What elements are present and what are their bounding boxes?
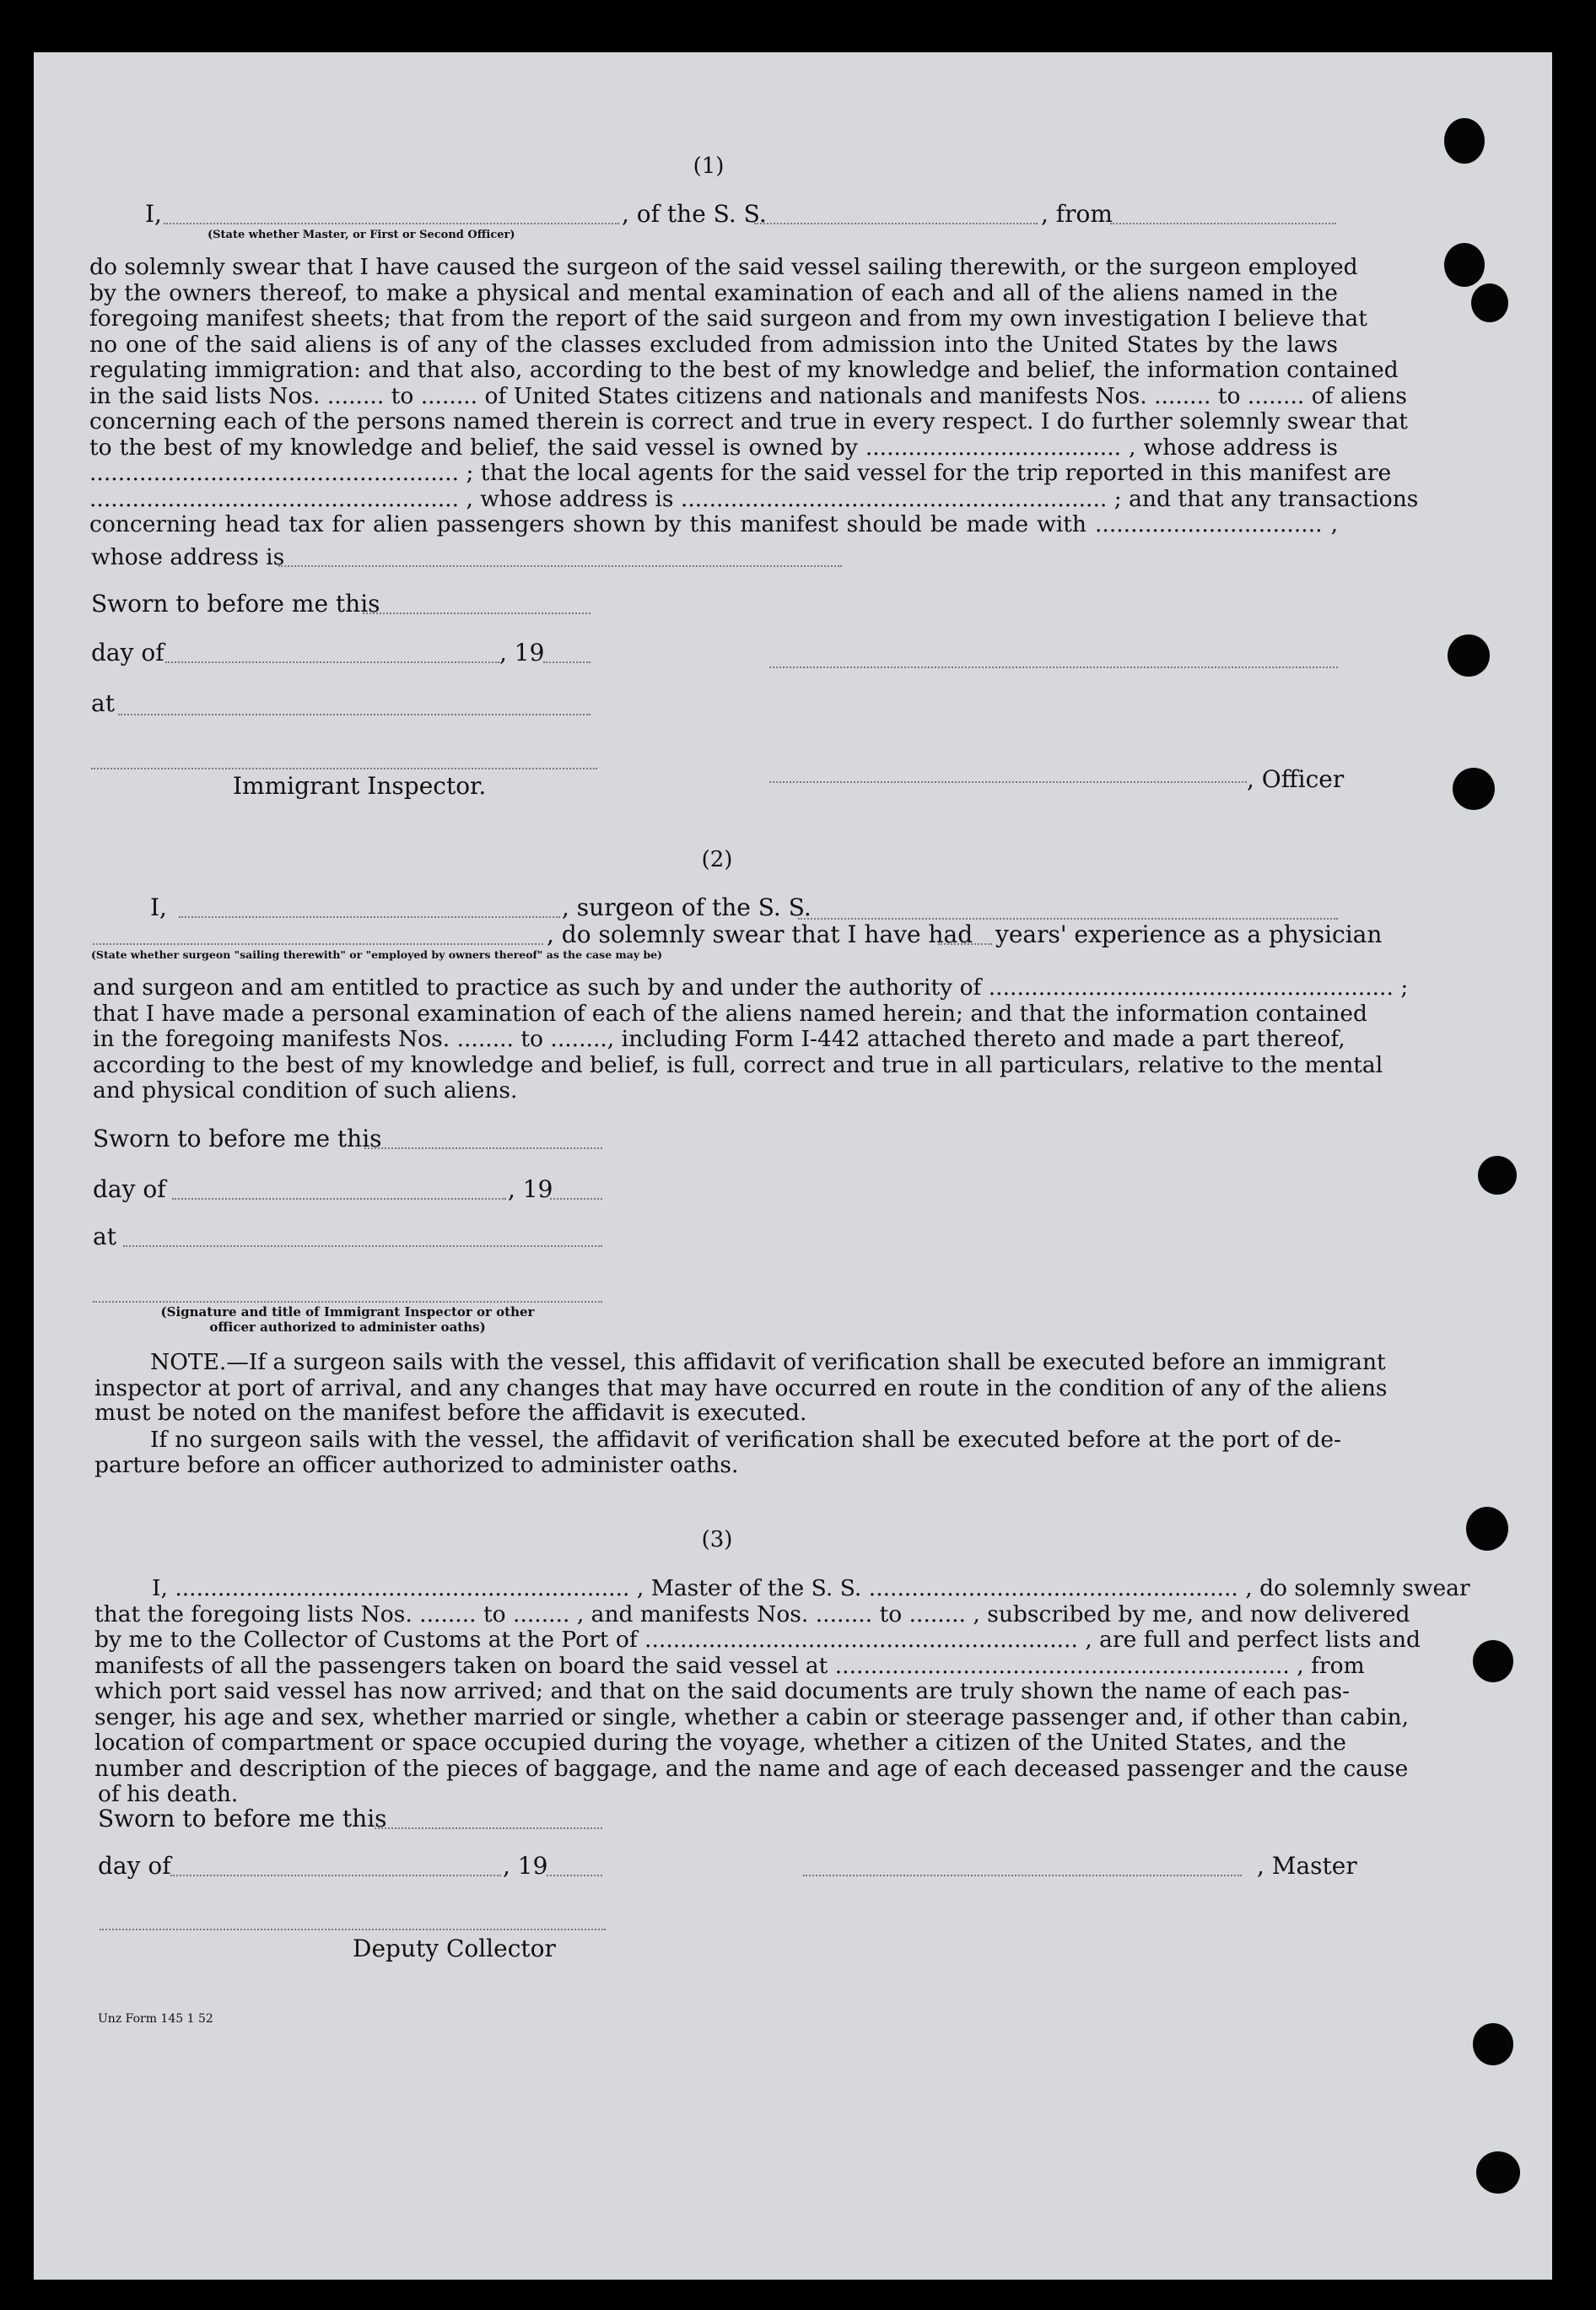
section-number: (1) bbox=[693, 154, 725, 179]
oath-last-line: of his death. bbox=[98, 1781, 239, 1807]
year-blank[interactable] bbox=[547, 1875, 602, 1876]
affidavit-line: in the said lists Nos. ........ to ........ of United States citizens and nationals and manifests Nos. ........ to ........ of aliens bbox=[89, 382, 1407, 409]
affidavit-line: regulating immigration: and that also, according to the best of my knowledge and belief, the information contained bbox=[89, 357, 1399, 383]
punch-hole bbox=[1478, 1156, 1517, 1195]
place-blank[interactable] bbox=[123, 1245, 602, 1247]
day-of-label: day of bbox=[91, 639, 164, 667]
affidavit-line: no one of the said aliens is of any of the classes excluded from admission into the United States by the laws bbox=[89, 331, 1338, 358]
officer-signature-line[interactable] bbox=[769, 667, 1338, 668]
affidavit-line: to the best of my knowledge and belief, the said vessel is owned by .................................... , whose address is bbox=[89, 434, 1338, 461]
affidavit-line: do solemnly swear that I have caused the surgeon of the said vessel sailing therewith, or the surgeon employed bbox=[89, 254, 1358, 280]
affidavit-line: concerning head tax for alien passengers shown by this manifest should be made with ................................ , bbox=[89, 511, 1338, 537]
note-last-line: must be noted on the manifest before the affidavit is executed. bbox=[94, 1400, 807, 1426]
rank-note: (State whether Master, or First or Second Officer) bbox=[208, 229, 515, 241]
year-label: , 19 bbox=[508, 1175, 553, 1203]
oath-line: that the foregoing lists Nos. ........ to ........ , and manifests Nos. ........ to ........ , subscribed by me, and now delivered bbox=[94, 1600, 1410, 1627]
day-of-label: day of bbox=[98, 1852, 171, 1880]
inspector-signature-line[interactable] bbox=[91, 768, 597, 769]
note2-paragraph bbox=[150, 1428, 1341, 1454]
oath-line: senger, his age and sex, whether married or single, whether a cabin or steerage passenger and, if other than cabin, bbox=[94, 1703, 1410, 1730]
surgeon-status-blank[interactable] bbox=[93, 943, 543, 945]
at-label: at bbox=[93, 1222, 116, 1250]
note-line: If no surgeon sails with the vessel, the affidavit of verification shall be executed before at the port of de- bbox=[150, 1427, 1341, 1453]
master-affidavit bbox=[89, 254, 1419, 538]
departure-port-blank[interactable] bbox=[1110, 223, 1336, 224]
affidavit-line: and surgeon and am entitled to practice as such by and under the authority of ......................................................... ; bbox=[93, 974, 1409, 1001]
sworn-label: Sworn to before me this bbox=[98, 1805, 387, 1832]
label-i: I, bbox=[150, 893, 167, 921]
section-number: (2) bbox=[701, 847, 733, 872]
vessel-name-blank[interactable] bbox=[754, 223, 1038, 224]
surgeon-name-blank[interactable] bbox=[179, 916, 560, 918]
affidavit-last-line: and physical condition of such aliens. bbox=[93, 1077, 518, 1104]
day-of-label: day of bbox=[93, 1175, 166, 1203]
month-blank[interactable] bbox=[172, 1198, 506, 1200]
master-label: , Master bbox=[1257, 1852, 1357, 1880]
affidavit-line: that I have made a personal examination of each of the aliens named herein; and that the information contained bbox=[93, 1000, 1367, 1027]
address-label: whose address is bbox=[91, 544, 285, 570]
note2-last-line: parture before an officer authorized to administer oaths. bbox=[94, 1452, 739, 1478]
sworn-label: Sworn to before me this bbox=[91, 590, 380, 618]
sworn-day-blank[interactable] bbox=[363, 613, 590, 614]
month-blank[interactable] bbox=[170, 1875, 501, 1876]
note-paragraph bbox=[94, 1349, 1388, 1401]
form-number: Unz Form 145 1 52 bbox=[98, 2012, 213, 2026]
inspector-label: Immigrant Inspector. bbox=[233, 772, 487, 800]
oath-line: by me to the Collector of Customs at the Port of ............................................................. , are full and perfect lists and bbox=[94, 1627, 1421, 1653]
deputy-label: Deputy Collector bbox=[353, 1935, 556, 1962]
oath-line: I, ................................................................ , Master of the S. S. .................................................... , do solemnly swear bbox=[152, 1575, 1470, 1601]
signature-note: officer authorized to administer oaths) bbox=[209, 1320, 486, 1335]
label-of-ss: , of the S. S. bbox=[622, 200, 767, 228]
oath-line: which port said vessel has now arrived; and that on the said documents are truly shown the name of each pas- bbox=[94, 1678, 1351, 1704]
surgeon-affidavit bbox=[93, 974, 1409, 1078]
label-i: I, bbox=[145, 200, 162, 228]
year-label: , 19 bbox=[503, 1852, 548, 1880]
years-blank[interactable] bbox=[938, 943, 992, 945]
affidavit-line: foregoing manifest sheets; that from the report of the said surgeon and from my own investigation I believe that bbox=[89, 305, 1367, 332]
officer-title-line[interactable] bbox=[769, 781, 1247, 783]
year-blank[interactable] bbox=[550, 1198, 602, 1200]
master-oath bbox=[94, 1575, 1470, 1782]
oath-line: manifests of all the passengers taken on board the said vessel at ................................................................ , from bbox=[94, 1652, 1365, 1679]
punch-hole bbox=[1453, 768, 1495, 810]
sworn-day-blank[interactable] bbox=[364, 1147, 602, 1149]
surgeon-status-note: (State whether surgeon "sailing therewith" or "employed by owners thereof" as the case may be) bbox=[91, 948, 663, 961]
year-blank[interactable] bbox=[543, 661, 590, 663]
swear-label: , do solemnly swear that I have had bbox=[547, 920, 973, 948]
head-tax-address-blank[interactable] bbox=[278, 565, 842, 567]
year-label: , 19 bbox=[499, 639, 545, 667]
affidavit-line: .................................................... , whose address is ............................................................ ; and that any transactions bbox=[89, 485, 1419, 512]
punch-hole bbox=[1476, 2151, 1520, 2194]
label-from: , from bbox=[1041, 200, 1113, 228]
inspector-signature-line[interactable] bbox=[93, 1301, 602, 1303]
punch-hole bbox=[1473, 1640, 1513, 1682]
at-label: at bbox=[91, 689, 115, 717]
vessel-name-blank[interactable] bbox=[798, 918, 1338, 920]
affidavit-line: by the owners thereof, to make a physical and mental examination of each and all of the aliens named in the bbox=[89, 279, 1338, 306]
place-blank[interactable] bbox=[118, 714, 590, 715]
punch-hole bbox=[1444, 243, 1485, 287]
oath-line: number and description of the pieces of baggage, and the name and age of each deceased passenger and the cause bbox=[94, 1755, 1409, 1782]
month-blank[interactable] bbox=[165, 661, 499, 663]
note-line: NOTE.—If a surgeon sails with the vessel, this affidavit of verification shall be executed before an immigrant bbox=[150, 1349, 1386, 1375]
punch-hole bbox=[1466, 1507, 1508, 1551]
years-experience-label: years' experience as a physician bbox=[995, 920, 1383, 948]
punch-hole bbox=[1471, 283, 1508, 322]
rank-blank[interactable] bbox=[164, 223, 619, 224]
affidavit-line: in the foregoing manifests Nos. ........ to ........, including Form I-442 attached thereto and made a part thereof, bbox=[93, 1026, 1345, 1052]
deputy-signature-line[interactable] bbox=[100, 1929, 606, 1930]
officer-label: , Officer bbox=[1247, 765, 1345, 793]
punch-hole bbox=[1444, 118, 1485, 164]
sworn-label: Sworn to before me this bbox=[93, 1125, 382, 1152]
section-number: (3) bbox=[701, 1527, 733, 1552]
punch-hole bbox=[1473, 2023, 1513, 2065]
surgeon-of-ss-label: , surgeon of the S. S. bbox=[562, 893, 811, 921]
punch-hole bbox=[1448, 634, 1490, 677]
sworn-day-blank[interactable] bbox=[375, 1827, 602, 1829]
affidavit-line: .................................................... ; that the local agents for the said vessel for the trip reported in this manifest are bbox=[89, 460, 1392, 486]
master-signature-line[interactable] bbox=[803, 1875, 1242, 1876]
affidavit-line: concerning each of the persons named therein is correct and true in every respect. I do further solemnly swear that bbox=[89, 408, 1408, 434]
affidavit-line: according to the best of my knowledge and belief, is full, correct and true in all particulars, relative to the mental bbox=[93, 1051, 1383, 1078]
oath-line: location of compartment or space occupied during the voyage, whether a citizen of the United States, and the bbox=[94, 1730, 1346, 1756]
note-line: inspector at port of arrival, and any changes that may have occurred en route in the condition of any of the aliens bbox=[94, 1374, 1388, 1401]
signature-note: (Signature and title of Immigrant Inspector or other bbox=[160, 1304, 535, 1320]
